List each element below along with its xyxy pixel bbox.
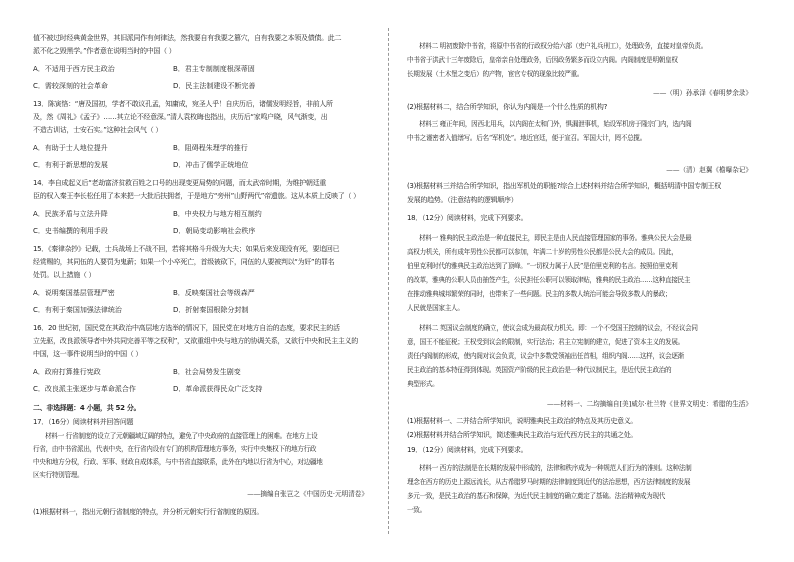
option-a: A．不适用于西方民主政治 (33, 65, 115, 73)
option-c: C．改良派主张逐步与革命派合作 (33, 385, 136, 393)
material-line: 长期发展（土木堡之变后）的产物，宦官专权的现象比较严重。 (407, 70, 584, 78)
question-15: 15．《秦律杂抄》记载，士兵战场上不战不回，若将其格斗升级为大夫；如果后来发现没有死，要追回已 (33, 245, 340, 253)
question-prompt: 发展的趋势。（注意结构的逻辑顺序） (407, 196, 518, 204)
text-line: 中国，这一事件说明当时的中国（ ） (33, 350, 143, 358)
material-line: 多元一致，是民主政治的基石和保障，为近代民主制度的确立奠定了基础。法治精神成为现代 (407, 492, 666, 500)
material-line: 高权力机关，所有成年男性公民都可以参加，年满二十岁的男性公民都是公民大会的成员。因此， (407, 248, 678, 256)
material-line: 在推动雅典城邦繁荣的同时，也带来了一些问题。民主的多数人统治可能会导致多数人的暴政； (407, 290, 672, 298)
text-line: 立先驱，改良派领导者中外共同完善平等之权利”，又欲重组中央与地方的协调关系，又欲行中央和民主主义的 (33, 337, 358, 345)
text-line: 处罚。以上措施（ ） (33, 271, 96, 279)
option-b: B．君主专制制度根深蒂固 (173, 65, 255, 73)
question-17: 17．（16分）阅读材料并回答问题 (33, 418, 134, 426)
material-line: 材料三 雍正年间，因西北用兵，以内阁在太和门外，惧漏泄事机，始设军机房于隆宗门内，选内阁 (419, 120, 692, 128)
material-line: 责任内阁制的形成，使内阁对议会负责，议会中多数党领袖出任首相，组织内阁……这样，议会逐渐 (407, 352, 684, 360)
material-line: 材料一 行省制度的设立了元朝疆域辽阔的特点，避免了中央政府的直接管理上的困难。在地方上设 (45, 432, 318, 440)
material-line: 的改革，雅典的公职人员由抽签产生，公民担任公职可以领取津贴，雅典的民主政治……这种直接民主 (407, 276, 691, 284)
option-d: D．革命派获得民众广泛支持 (173, 385, 263, 393)
option-a: A．说明秦国基层管理严密 (33, 289, 115, 297)
option-c: C．有利于秦国加强法律统治 (33, 306, 122, 314)
material-line: 伯里克利时代的雅典民主政治达到了顶峰。“一切权力属于人民”是伯里克利的名言。按照伯里克利 (407, 262, 678, 270)
material-line: 材料一 雅典的民主政治是一种直接民主，即民主是由人民直接管理国家的事务。雅典公民大会是最 (419, 234, 692, 242)
material-line: 民主政治的基本特征得到体现。英国资产阶级的民主政治是一种代议制民主，是近代民主政治的 (407, 366, 672, 374)
text-line: 派不化之毁黑学。”作者意在说明当时的中国（ ） (33, 47, 176, 55)
text-line: 不造古训诂，士安石实。”这种社会风气（ ） (33, 126, 163, 134)
material-line: 中书省于洪武十三年废除后，皇帝亲自处理政务，后因政务繁多而设立内阁。内阁制度是明朝皇权 (407, 56, 678, 64)
question-prompt: (2)根据材料二，结合所学知识，你认为内阁是一个什么性质的机构? (407, 103, 608, 111)
question-18: 18．（12分）阅读材料，完成下列要求。 (407, 214, 528, 222)
option-a: A．民族矛盾与立法升降 (33, 210, 108, 218)
option-d: D．民主法制建设不断完善 (173, 82, 256, 90)
material-line: 材料二 英国议会制度的确立，使议会成为最高权力机关。即：一个不受国王控制的议会，不经议会同 (419, 324, 698, 332)
source-citation: ——（明）孙承泽《春明梦余录》 (653, 89, 752, 97)
question-prompt: (1)根据材料一、二并结合所学知识，说明雅典民主政治的特点及其历史意义。 (407, 417, 638, 425)
option-d: D．朝局变动影响社会秩序 (173, 227, 256, 235)
source-citation: ——摘编自张岂之《中国历史·元明清卷》 (247, 490, 368, 498)
option-c: C．史书编撰的利用手段 (33, 227, 108, 235)
option-b: B．中央权力与地方相互制约 (173, 210, 262, 218)
option-a: A．有助于士人地位提升 (33, 144, 108, 152)
option-d: D．折射秦国根除分封制 (173, 306, 249, 314)
text-line: 经赏赐的，其同伍的人要罚为鬼薪；如果一个小卒死亡，首级被砍下，同伍的人要被判以“为奸”的罪名 (33, 258, 335, 266)
question-prompt: (2)根据材料并结合所学知识，简述雅典民主政治与近代西方民主的共通之处。 (407, 431, 638, 439)
question-19: 19．（12分）阅读材料，完成下列要求。 (407, 446, 528, 454)
section-title: 二、非选择题：4 小题，共 52 分。 (33, 404, 141, 412)
option-b: B．反映秦国社会等级森严 (173, 289, 255, 297)
material-line: 人民就是国家主人。 (407, 304, 464, 312)
source-citation: ——材料一、二均摘编自[美]威尔·杜兰特《世界文明史：希腊的生活》 (546, 400, 752, 408)
source-citation: ——（清）赵翼《檐曝杂记》 (666, 166, 752, 174)
text-line: 及，然《周礼》《孟子》……其立论不经意深。”清人袁枚晦也指出，庆历后“家鸣户晓，风气渐变，出 (33, 113, 328, 121)
question-prompt: (3)根据材料三并结合所学知识，指出军机处的职能?综合上述材料并结合所学知识，概括明清中国专制王权 (407, 182, 721, 190)
material-line: 材料一 西方的法制是在长期的发展中形成的，法律和秩序成为一种规范人们行为的准则。这种法制 (419, 464, 692, 472)
material-line: 中央和地方分权，行政、军事、财政自成体系，与中书省直接联系，此外在内地以行省为中心，对边疆地 (33, 458, 323, 466)
question-14: 14．李自成起义后“老劫富济贫救百姓之口号的出现变更局势的问题，而太武帝时期，为维护朝廷重 (33, 179, 327, 187)
option-c: C．需较深刻的社会革命 (33, 82, 108, 90)
material-line: 一致。 (407, 506, 426, 514)
material-line: 行省，由中书省派出，代表中央，在行省内设有专门的机构管理地方事务，实行中央集权下的地方行政 (33, 445, 317, 453)
text-line: 臣的权入秦王李长松任用了本来把一大批后扶拥者，于是地方“旁州”山野两代”帝遗旅。这从本质上反映了（ ） (33, 192, 360, 200)
option-b: B．阻碍程朱理学的推行 (173, 144, 248, 152)
question-16: 16．20 世纪初，国民党在其政治中高层地方选举的情况下，国民党在对地方自治的态度，要求民主的活 (33, 324, 340, 332)
material-line: 材料二 明初废除中书省，将原中书省的行政权分给六部（吏户礼兵刑工），处理政务，直接对皇帝负责。 (419, 42, 708, 50)
material-line: 典型形式。 (407, 380, 439, 388)
question-13: 13．陈寅恪：“唐及国初，学者不敢议孔孟，知庸成，宛圣人乎！自庆历后，诸儒发明经旨，非前人所 (33, 100, 333, 108)
text-line: 值不被过时经典黄金世界，其旧派同作有何律法，然我要自有我要之篡穴，自有我要之本领及债债。此二 (33, 34, 342, 42)
option-d: D．冲击了儒学正统地位 (173, 161, 249, 169)
material-line: 区实行特别管理。 (33, 471, 84, 479)
option-b: B．社会局势发生剧变 (173, 368, 241, 376)
material-line: 理念在西方的历史上源远流长，从古希腊罗马时期的法律制度到近代的法治思想，西方法律制度的发展 (407, 478, 691, 486)
option-a: A．政府打算推行宪政 (33, 368, 101, 376)
question-prompt: (1)根据材料一，指出元朝行省制度的特点，并分析元朝实行行省制度的原因。 (33, 508, 264, 516)
option-c: C．有利于新思想的发展 (33, 161, 108, 169)
material-line: 中书之谨密者入值缮写。后名“军机处”。地近宫廷，便于宣召。军国大计，罔不总揽。 (407, 134, 647, 142)
material-line: 意，国王不能征税；王权受到议会的限制，实行法治；君主立宪制的建立，促进了资本主义的发展。 (407, 338, 684, 346)
column-divider (388, 28, 389, 534)
